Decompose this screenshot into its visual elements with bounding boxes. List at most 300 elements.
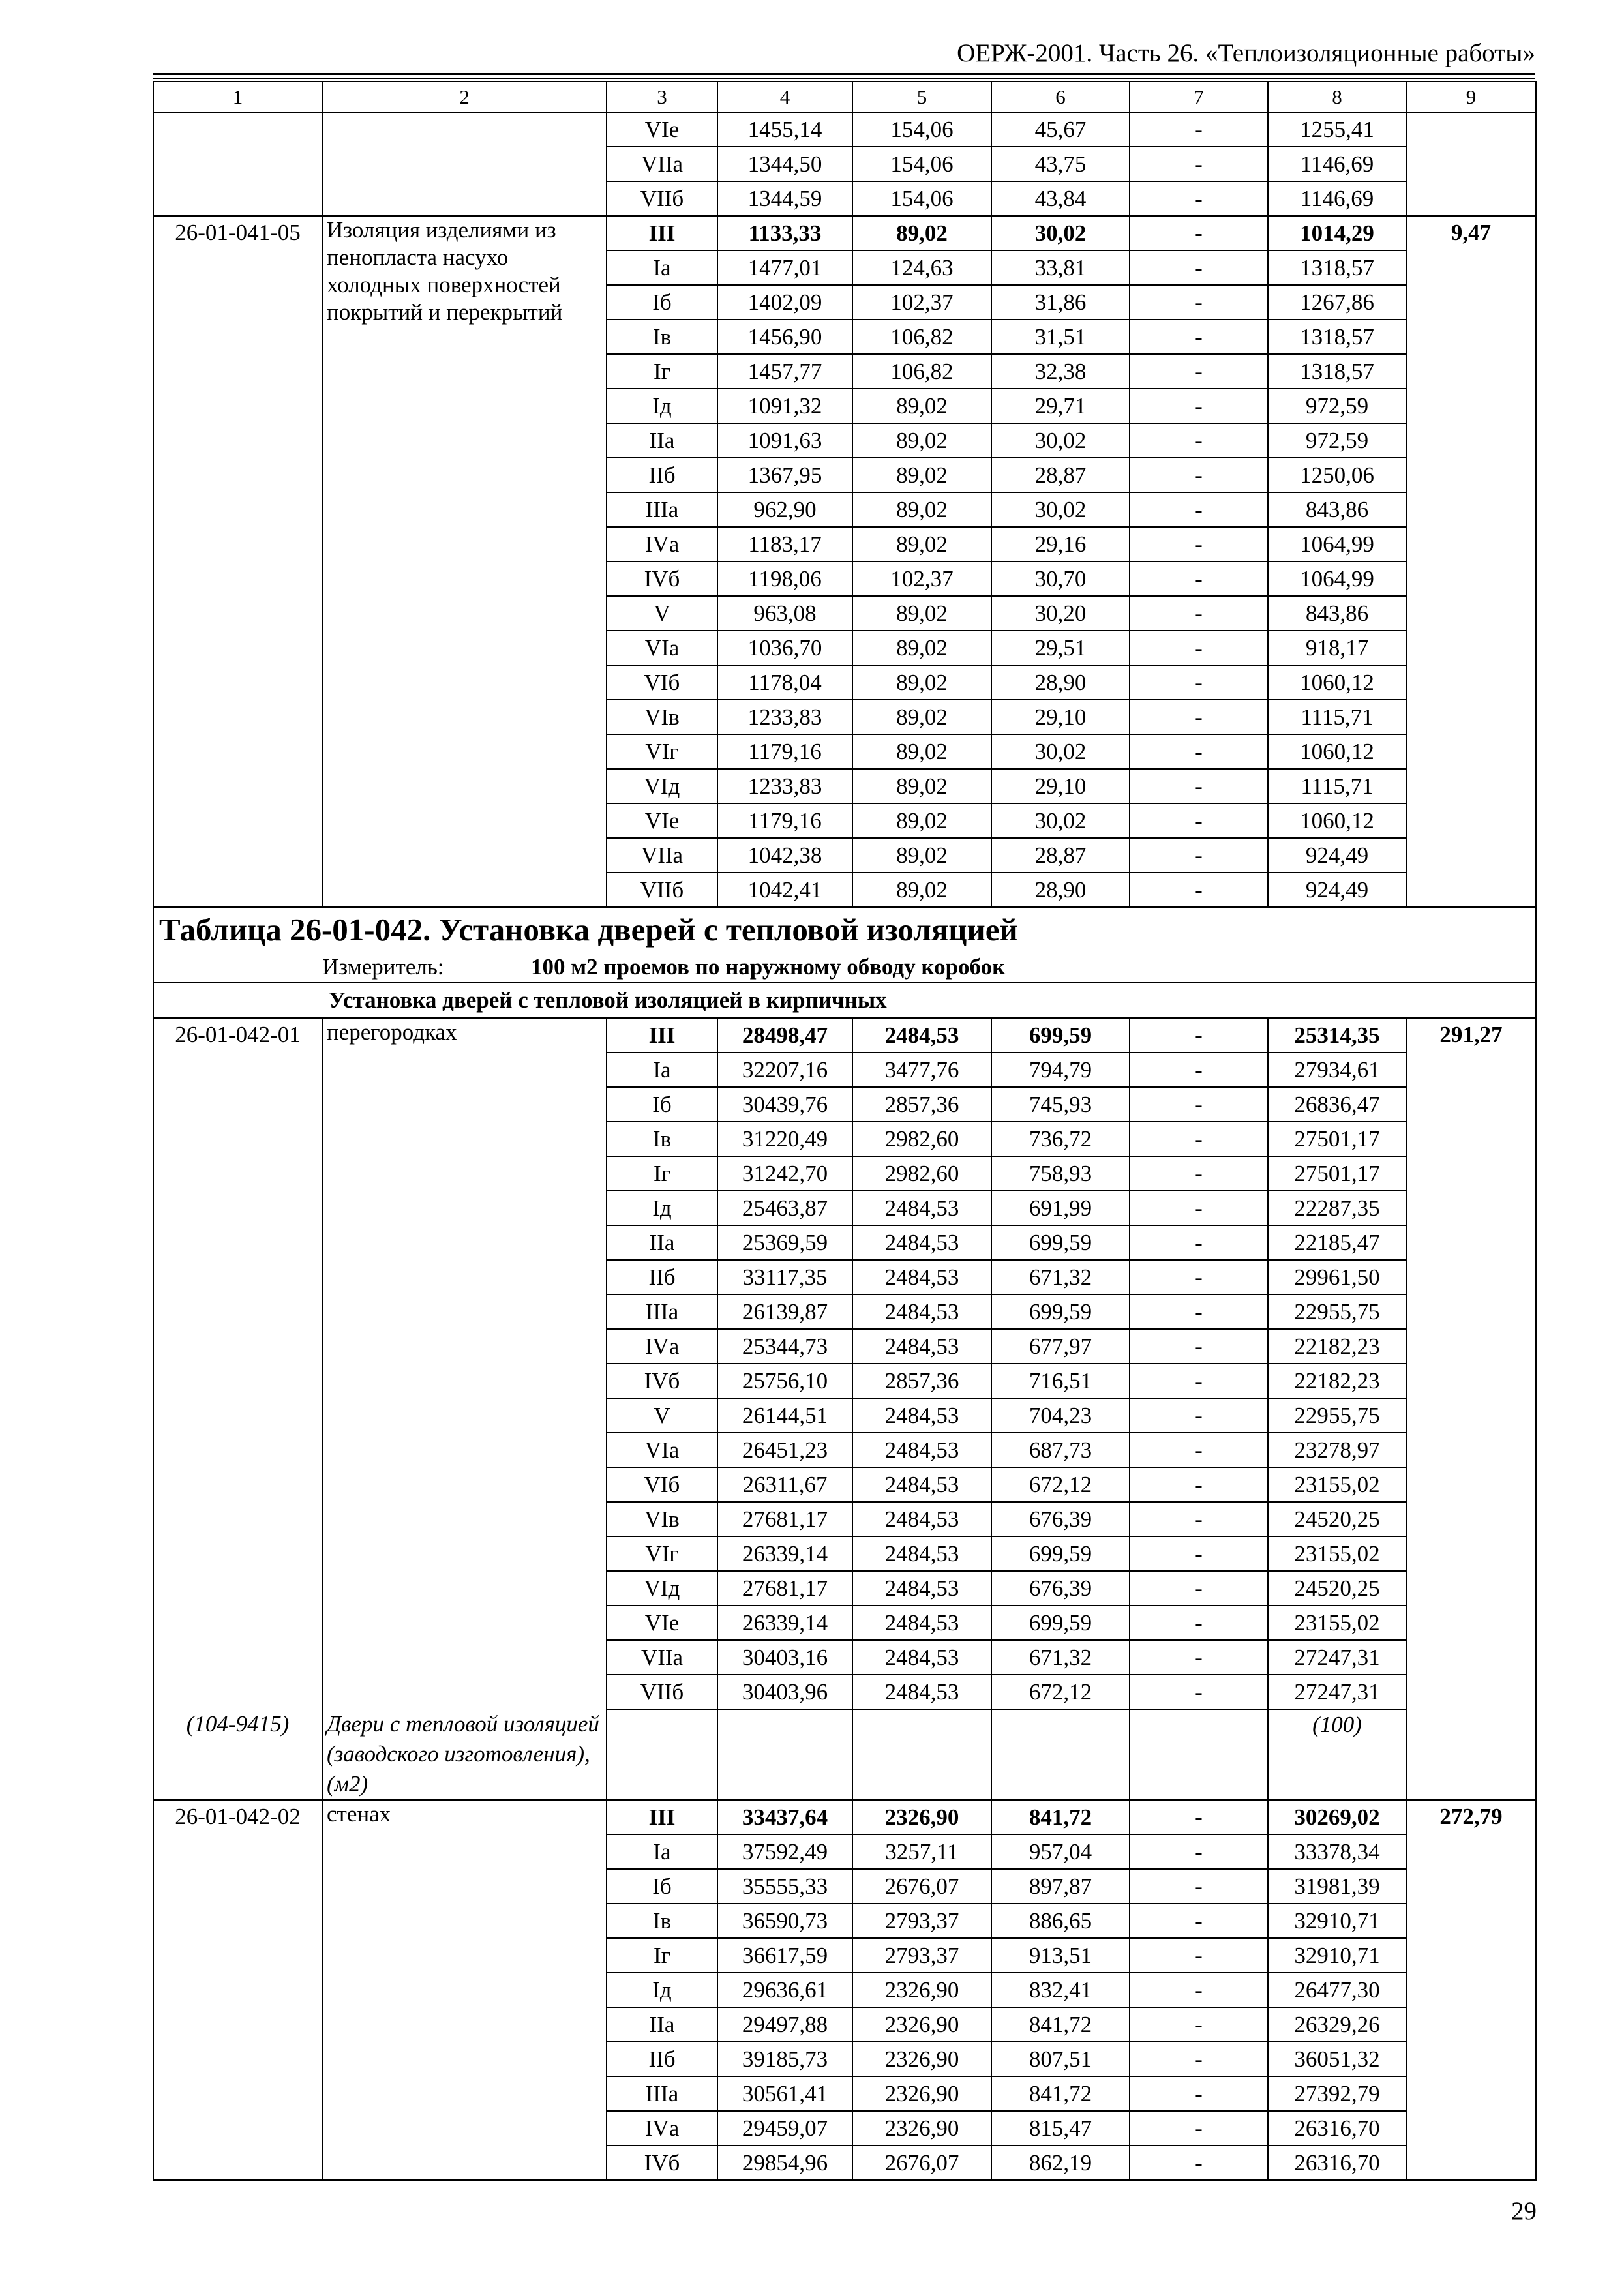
- machinist-wages-cell: -: [1130, 527, 1268, 561]
- norm-name-cell: [322, 2007, 607, 2042]
- materials-cost-cell: 22185,47: [1268, 1225, 1406, 1260]
- table-cell: [1130, 1709, 1268, 1800]
- labor-cell: [1406, 1606, 1536, 1640]
- zone-cell: Iв: [607, 1904, 717, 1938]
- norm-name-cell: [322, 873, 607, 907]
- total-cost-cell: 1402,09: [717, 285, 852, 320]
- materials-cost-cell: 1318,57: [1268, 320, 1406, 354]
- labor-cell: [1406, 1329, 1536, 1364]
- total-cost-cell: 1344,59: [717, 181, 852, 216]
- norm-name-cell: [322, 1502, 607, 1536]
- zone-cell: IIIа: [607, 1294, 717, 1329]
- norm-code-cell: [153, 423, 322, 458]
- norm-name-cell: [322, 2076, 607, 2111]
- table-row: [153, 769, 1536, 803]
- zone-cell: IVа: [607, 2111, 717, 2146]
- table-row: [153, 1709, 1536, 1800]
- labor-cell: [1406, 527, 1536, 561]
- total-cost-cell: 31242,70: [717, 1156, 852, 1191]
- machine-cost-cell: 32,38: [991, 354, 1130, 389]
- table-row: [153, 1398, 1536, 1433]
- norm-name-cell: [322, 527, 607, 561]
- machinist-wages-cell: -: [1130, 2076, 1268, 2111]
- labor-cell: [1406, 1087, 1536, 1122]
- total-cost-cell: 33437,64: [717, 1800, 852, 1834]
- table-row: [153, 112, 1536, 147]
- materials-cost-cell: 24520,25: [1268, 1502, 1406, 1536]
- table-row: [153, 1502, 1536, 1536]
- column-number: 7: [1130, 82, 1268, 112]
- machinist-wages-cell: -: [1130, 1433, 1268, 1467]
- total-cost-cell: 25463,87: [717, 1191, 852, 1225]
- table-row: [153, 2146, 1536, 2180]
- total-cost-cell: 37592,49: [717, 1834, 852, 1869]
- machinist-wages-cell: -: [1130, 803, 1268, 838]
- total-cost-cell: 1179,16: [717, 803, 852, 838]
- materials-cost-cell: 1255,41: [1268, 112, 1406, 147]
- norm-name-cell: [322, 596, 607, 631]
- materials-cost-cell: 26477,30: [1268, 1973, 1406, 2007]
- labor-cell: [1406, 803, 1536, 838]
- wages-cell: 2484,53: [852, 1433, 991, 1467]
- resource-name: Двери с тепловой изоляцией (заводского изготовления), (м2): [322, 1709, 607, 1800]
- labor-cell: [1406, 423, 1536, 458]
- materials-cost-cell: 924,49: [1268, 873, 1406, 907]
- machine-cost-cell: 29,71: [991, 389, 1130, 423]
- total-cost-cell: 27681,17: [717, 1502, 852, 1536]
- column-number: 1: [153, 82, 322, 112]
- wages-cell: 3477,76: [852, 1053, 991, 1087]
- table-row: [153, 873, 1536, 907]
- table-row: [153, 1433, 1536, 1467]
- machine-cost-cell: 671,32: [991, 1260, 1130, 1294]
- wages-cell: 89,02: [852, 492, 991, 527]
- wages-cell: 2326,90: [852, 2111, 991, 2146]
- table-title: Таблица 26-01-042. Установка дверей с тепловой изоляцией: [153, 907, 1536, 952]
- wages-cell: 102,37: [852, 561, 991, 596]
- norm-code-cell: [153, 147, 322, 181]
- machine-cost-cell: 886,65: [991, 1904, 1130, 1938]
- norm-code-cell: [153, 596, 322, 631]
- zone-cell: VIе: [607, 803, 717, 838]
- zone-cell: IVб: [607, 1364, 717, 1398]
- machinist-wages-cell: -: [1130, 2007, 1268, 2042]
- materials-cost-cell: 918,17: [1268, 631, 1406, 665]
- machinist-wages-cell: -: [1130, 1364, 1268, 1398]
- zone-cell: Iа: [607, 250, 717, 285]
- machinist-wages-cell: -: [1130, 596, 1268, 631]
- machinist-wages-cell: -: [1130, 2111, 1268, 2146]
- norm-code-cell: [153, 1364, 322, 1398]
- wages-cell: 2982,60: [852, 1122, 991, 1156]
- zone-cell: VIв: [607, 1502, 717, 1536]
- norm-name-cell: [322, 803, 607, 838]
- materials-cost-cell: 23155,02: [1268, 1536, 1406, 1571]
- zone-cell: VIIа: [607, 838, 717, 873]
- zone-cell: V: [607, 1398, 717, 1433]
- machinist-wages-cell: -: [1130, 1571, 1268, 1606]
- table-row: [153, 700, 1536, 734]
- wages-cell: 2484,53: [852, 1294, 991, 1329]
- total-cost-cell: 1179,16: [717, 734, 852, 769]
- labor-cell: [1406, 2111, 1536, 2146]
- norm-name-cell: [322, 458, 607, 492]
- table-cell: [852, 1709, 991, 1800]
- norm-code-cell: [153, 458, 322, 492]
- table-row: [153, 907, 1536, 952]
- norm-name-cell: [322, 2146, 607, 2180]
- labor-cell: [1406, 285, 1536, 320]
- table-row: [153, 1640, 1536, 1675]
- norm-code-cell: [153, 1467, 322, 1502]
- machinist-wages-cell: -: [1130, 1329, 1268, 1364]
- machinist-wages-cell: -: [1130, 1294, 1268, 1329]
- table-row: [153, 1018, 1536, 1053]
- machine-cost-cell: 841,72: [991, 2076, 1130, 2111]
- norm-name-cell: [322, 700, 607, 734]
- column-number: 2: [322, 82, 607, 112]
- meter-row: [153, 952, 1536, 983]
- norm-code-cell: [153, 250, 322, 285]
- machinist-wages-cell: -: [1130, 423, 1268, 458]
- labor-cell: [1406, 1398, 1536, 1433]
- materials-cost-cell: 1115,71: [1268, 769, 1406, 803]
- machine-cost-cell: 699,59: [991, 1018, 1130, 1053]
- table-row: [153, 1225, 1536, 1260]
- machinist-wages-cell: -: [1130, 354, 1268, 389]
- zone-cell: IIа: [607, 1225, 717, 1260]
- machine-cost-cell: 794,79: [991, 1053, 1130, 1087]
- materials-cost-cell: 26329,26: [1268, 2007, 1406, 2042]
- machine-cost-cell: 672,12: [991, 1675, 1130, 1709]
- table-row: [153, 458, 1536, 492]
- zone-cell: Iв: [607, 320, 717, 354]
- total-cost-cell: 26339,14: [717, 1606, 852, 1640]
- materials-cost-cell: 26316,70: [1268, 2111, 1406, 2146]
- zone-cell: VIа: [607, 1433, 717, 1467]
- table-row: [153, 2042, 1536, 2076]
- table-row: [153, 734, 1536, 769]
- wages-cell: 2484,53: [852, 1260, 991, 1294]
- total-cost-cell: 28498,47: [717, 1018, 852, 1053]
- norm-code-cell: [153, 1087, 322, 1122]
- norm-code-cell: [153, 1973, 322, 2007]
- machinist-wages-cell: -: [1130, 700, 1268, 734]
- total-cost-cell: 1178,04: [717, 665, 852, 700]
- zone-cell: Iв: [607, 1122, 717, 1156]
- total-cost-cell: 26144,51: [717, 1398, 852, 1433]
- machine-cost-cell: 676,39: [991, 1502, 1130, 1536]
- machinist-wages-cell: -: [1130, 838, 1268, 873]
- machine-cost-cell: 699,59: [991, 1606, 1130, 1640]
- total-cost-cell: 30403,16: [717, 1640, 852, 1675]
- materials-cost-cell: 26836,47: [1268, 1087, 1406, 1122]
- labor-cell: [1406, 1053, 1536, 1087]
- norm-code-cell: [153, 665, 322, 700]
- machine-cost-cell: 45,67: [991, 112, 1130, 147]
- machine-cost-cell: 862,19: [991, 2146, 1130, 2180]
- norm-code: 26-01-042-02: [153, 1800, 322, 1834]
- norm-name-cell: [322, 838, 607, 873]
- zone-cell: VIе: [607, 112, 717, 147]
- labor-cell: [1406, 838, 1536, 873]
- norm-code-cell: [153, 2007, 322, 2042]
- machine-cost-cell: 29,16: [991, 527, 1130, 561]
- zone-cell: VIд: [607, 1571, 717, 1606]
- labor-cell: [1406, 1973, 1536, 2007]
- zone-cell: IIб: [607, 2042, 717, 2076]
- norm-name-cell: [322, 1225, 607, 1260]
- materials-cost-cell: 22182,23: [1268, 1329, 1406, 1364]
- norm-code-cell: [153, 2042, 322, 2076]
- machinist-wages-cell: -: [1130, 285, 1268, 320]
- wages-cell: 89,02: [852, 631, 991, 665]
- machine-cost-cell: 43,75: [991, 147, 1130, 181]
- materials-cost-cell: 1318,57: [1268, 354, 1406, 389]
- wages-cell: 2484,53: [852, 1502, 991, 1536]
- labor-cell: [1406, 147, 1536, 181]
- norm-name-cell: [322, 2111, 607, 2146]
- labor-cell: [1406, 1191, 1536, 1225]
- norm-name-cell: [322, 1536, 607, 1571]
- labor-cell: [1406, 1904, 1536, 1938]
- norm-code-cell: [153, 1536, 322, 1571]
- wages-cell: 89,02: [852, 458, 991, 492]
- total-cost-cell: 25369,59: [717, 1225, 852, 1260]
- machine-cost-cell: 29,10: [991, 700, 1130, 734]
- norm-code-cell: [153, 1640, 322, 1675]
- column-number: 4: [717, 82, 852, 112]
- table-row: [153, 1675, 1536, 1709]
- wages-cell: 106,82: [852, 320, 991, 354]
- materials-cost-cell: 22955,75: [1268, 1398, 1406, 1433]
- materials-cost-cell: 1115,71: [1268, 700, 1406, 734]
- machinist-wages-cell: -: [1130, 1156, 1268, 1191]
- column-number: 6: [991, 82, 1130, 112]
- machine-cost-cell: 29,10: [991, 769, 1130, 803]
- labor-cell: [1406, 1122, 1536, 1156]
- labor-cell: [1406, 250, 1536, 285]
- zone-cell: III: [607, 1018, 717, 1053]
- zone-cell: VIг: [607, 734, 717, 769]
- norm-code-cell: [153, 1225, 322, 1260]
- labor-cell: [1406, 2076, 1536, 2111]
- zone-cell: Iг: [607, 1156, 717, 1191]
- machine-cost-cell: 913,51: [991, 1938, 1130, 1973]
- norm-name-cell: [322, 1467, 607, 1502]
- total-cost-cell: 30403,96: [717, 1675, 852, 1709]
- norm-code-cell: [153, 734, 322, 769]
- total-cost-cell: 1091,63: [717, 423, 852, 458]
- norm-name-cell: [322, 1433, 607, 1467]
- norm-name-cell: [322, 1260, 607, 1294]
- total-cost-cell: 1344,50: [717, 147, 852, 181]
- zone-cell: Iг: [607, 354, 717, 389]
- materials-cost-cell: 1014,29: [1268, 216, 1406, 250]
- norm-code-cell: [153, 389, 322, 423]
- machinist-wages-cell: -: [1130, 2146, 1268, 2180]
- table-row: [153, 216, 1536, 250]
- machinist-wages-cell: -: [1130, 1869, 1268, 1904]
- labor-cell: [1406, 1260, 1536, 1294]
- norm-code-cell: [153, 1869, 322, 1904]
- labor-cell: [1406, 1869, 1536, 1904]
- total-cost-cell: 1477,01: [717, 250, 852, 285]
- wages-cell: 2484,53: [852, 1640, 991, 1675]
- machine-cost-cell: 28,90: [991, 665, 1130, 700]
- total-cost-cell: 29459,07: [717, 2111, 852, 2146]
- norm-code-cell: [153, 1398, 322, 1433]
- machine-cost-cell: 745,93: [991, 1087, 1130, 1122]
- machine-cost-cell: 672,12: [991, 1467, 1130, 1502]
- zone-cell: III: [607, 1800, 717, 1834]
- labor-cell: [1406, 1709, 1536, 1800]
- zone-cell: Iа: [607, 1053, 717, 1087]
- materials-cost-cell: 1060,12: [1268, 665, 1406, 700]
- materials-cost-cell: 32910,71: [1268, 1904, 1406, 1938]
- wages-cell: 89,02: [852, 803, 991, 838]
- machinist-wages-cell: -: [1130, 1225, 1268, 1260]
- machine-cost-cell: 31,51: [991, 320, 1130, 354]
- zone-cell: IIа: [607, 423, 717, 458]
- wages-cell: 89,02: [852, 596, 991, 631]
- machinist-wages-cell: -: [1130, 250, 1268, 285]
- materials-cost-cell: 25314,35: [1268, 1018, 1406, 1053]
- zone-cell: Iд: [607, 389, 717, 423]
- materials-cost-cell: 1064,99: [1268, 527, 1406, 561]
- materials-cost-cell: 924,49: [1268, 838, 1406, 873]
- table-cell: [991, 1709, 1130, 1800]
- machinist-wages-cell: -: [1130, 1800, 1268, 1834]
- norm-code-cell: [153, 320, 322, 354]
- machinist-wages-cell: -: [1130, 1502, 1268, 1536]
- total-cost-cell: 39185,73: [717, 2042, 852, 2076]
- labor-cell: [1406, 2146, 1536, 2180]
- machine-cost-cell: 736,72: [991, 1122, 1130, 1156]
- total-cost-cell: 1198,06: [717, 561, 852, 596]
- machinist-wages-cell: -: [1130, 1904, 1268, 1938]
- machine-cost-cell: 841,72: [991, 2007, 1130, 2042]
- machinist-wages-cell: -: [1130, 1087, 1268, 1122]
- wages-cell: 89,02: [852, 389, 991, 423]
- materials-cost-cell: 27501,17: [1268, 1156, 1406, 1191]
- materials-cost-cell: 1060,12: [1268, 734, 1406, 769]
- total-cost-cell: 1042,38: [717, 838, 852, 873]
- wages-cell: 89,02: [852, 527, 991, 561]
- wages-cell: 2326,90: [852, 2007, 991, 2042]
- total-cost-cell: 30439,76: [717, 1087, 852, 1122]
- norm-code-cell: [153, 1329, 322, 1364]
- norm-name: перегородках: [322, 1018, 607, 1225]
- zone-cell: Iд: [607, 1973, 717, 2007]
- zone-cell: VIб: [607, 665, 717, 700]
- wages-cell: 89,02: [852, 216, 991, 250]
- zone-cell: VIд: [607, 769, 717, 803]
- materials-cost-cell: 1064,99: [1268, 561, 1406, 596]
- zone-cell: VIб: [607, 1467, 717, 1502]
- norm-code-cell: [153, 492, 322, 527]
- total-cost-cell: 1455,14: [717, 112, 852, 147]
- table-row: [153, 1571, 1536, 1606]
- norm-name-cell: [322, 1640, 607, 1675]
- total-cost-cell: 963,08: [717, 596, 852, 631]
- table-row: [153, 952, 1536, 983]
- labor-cell: [1406, 1536, 1536, 1571]
- norm-name-cell: [322, 112, 607, 147]
- machine-cost-cell: 699,59: [991, 1536, 1130, 1571]
- norm-code-cell: [153, 1904, 322, 1938]
- norm-name-cell: [322, 1398, 607, 1433]
- norm-code-cell: [153, 112, 322, 147]
- zone-cell: IIа: [607, 2007, 717, 2042]
- labor-cell: [1406, 1467, 1536, 1502]
- machine-cost-cell: 30,20: [991, 596, 1130, 631]
- wages-cell: 2793,37: [852, 1904, 991, 1938]
- table-row: [153, 983, 1536, 1018]
- norm-code-cell: [153, 561, 322, 596]
- norm-code-cell: [153, 1433, 322, 1467]
- zone-cell: IIIа: [607, 492, 717, 527]
- labor-cell: [1406, 769, 1536, 803]
- norm-name-cell: [322, 1675, 607, 1709]
- labor-cell: [1406, 631, 1536, 665]
- zone-cell: IIб: [607, 458, 717, 492]
- labor-cell: [1406, 2042, 1536, 2076]
- zone-cell: VIе: [607, 1606, 717, 1640]
- machine-cost-cell: 29,51: [991, 631, 1130, 665]
- labor-cell: [1406, 561, 1536, 596]
- materials-cost-cell: 23155,02: [1268, 1467, 1406, 1502]
- wages-cell: 154,06: [852, 147, 991, 181]
- norm-name-cell: [322, 1606, 607, 1640]
- materials-cost-cell: 27247,31: [1268, 1675, 1406, 1709]
- labor-cell: [1406, 1640, 1536, 1675]
- machinist-wages-cell: -: [1130, 1191, 1268, 1225]
- materials-cost-cell: 1267,86: [1268, 285, 1406, 320]
- column-number: 3: [607, 82, 717, 112]
- total-cost-cell: 29854,96: [717, 2146, 852, 2180]
- table-cell: [607, 1709, 717, 1800]
- total-cost-cell: 30561,41: [717, 2076, 852, 2111]
- total-cost-cell: 1233,83: [717, 769, 852, 803]
- norm-code-cell: [153, 1502, 322, 1536]
- materials-cost-cell: 1146,69: [1268, 181, 1406, 216]
- total-cost-cell: 27681,17: [717, 1571, 852, 1606]
- table-row: [153, 1606, 1536, 1640]
- wages-cell: 2326,90: [852, 2042, 991, 2076]
- materials-cost-cell: 27934,61: [1268, 1053, 1406, 1087]
- machinist-wages-cell: -: [1130, 1053, 1268, 1087]
- machinist-wages-cell: -: [1130, 1122, 1268, 1156]
- wages-cell: 2484,53: [852, 1606, 991, 1640]
- zone-cell: IVа: [607, 527, 717, 561]
- zone-cell: VIв: [607, 700, 717, 734]
- resource-code: (104-9415): [153, 1709, 322, 1800]
- machinist-wages-cell: -: [1130, 181, 1268, 216]
- machine-cost-cell: 815,47: [991, 2111, 1130, 2146]
- column-number: 9: [1406, 82, 1536, 112]
- table-row: [153, 596, 1536, 631]
- labor-cell: [1406, 1294, 1536, 1329]
- norm-code-cell: [153, 873, 322, 907]
- norm-code-cell: [153, 354, 322, 389]
- machine-cost-cell: 30,02: [991, 216, 1130, 250]
- materials-cost-cell: 29961,50: [1268, 1260, 1406, 1294]
- wages-cell: 89,02: [852, 838, 991, 873]
- wages-cell: 154,06: [852, 112, 991, 147]
- zone-cell: Iб: [607, 285, 717, 320]
- table-row: [153, 1294, 1536, 1329]
